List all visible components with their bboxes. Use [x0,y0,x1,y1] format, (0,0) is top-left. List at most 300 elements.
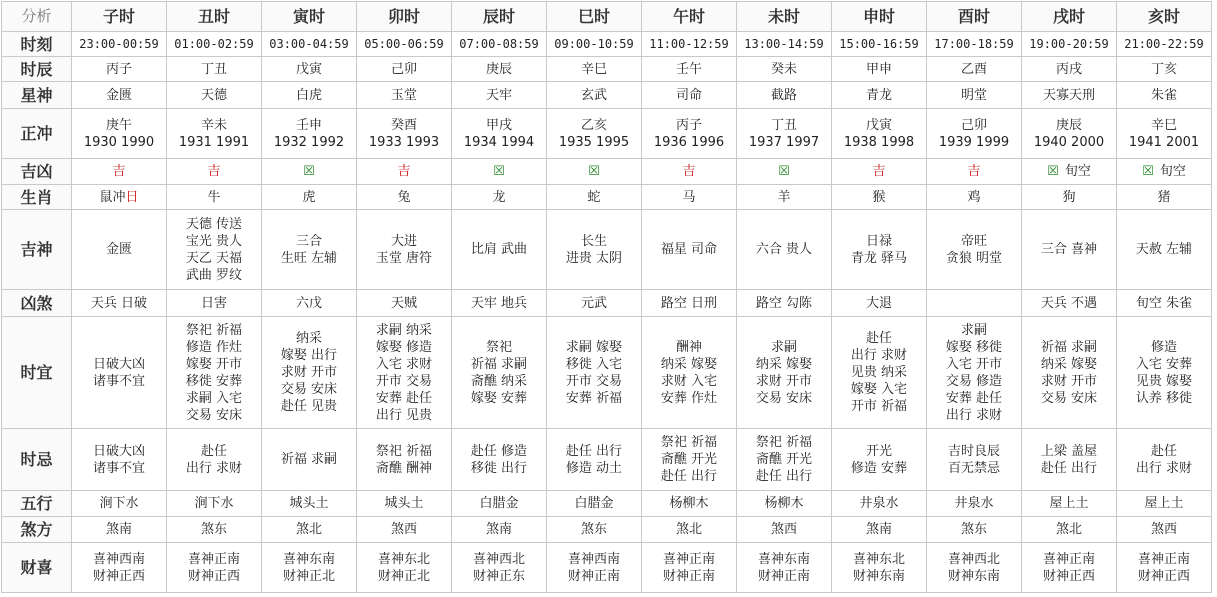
cell-line: 辛未 [200,117,227,133]
auspicious-mark: 吉 [967,164,981,179]
row-label: 时辰 [2,57,72,82]
cell-line: 赴任 修造 [470,443,528,459]
row-star [2,82,1212,109]
cell-time-range: 15:00-16:59 [832,32,927,57]
cell-wealth-joy [927,543,1022,593]
cell-bad-gods: 旬空 朱雀 [1117,290,1212,317]
cell-wealth-joy [1117,543,1212,593]
cell-good-gods [262,210,357,290]
inauspicious-icon: ☒ [1142,164,1154,179]
cell-line: 丙子 [675,117,702,133]
cell-line: 酬神 [675,339,702,355]
cell-line: 天德 传送 [185,216,243,232]
cell-time-range: 19:00-20:59 [1022,32,1117,57]
cell-line: 求嗣 [770,339,797,355]
cell-line: 财神正东 [472,568,525,584]
cell-line: 喜神正南 [1042,551,1095,567]
cell-branch: 辛巳 [547,57,642,82]
cell-line: 癸酉 [390,117,417,133]
row-branch [2,57,1212,82]
cell-line: 出行 求财 [185,460,243,476]
cell-bad-gods: 天兵 不遇 [1022,290,1117,317]
cell-line: 玉堂 唐符 [375,250,433,266]
cell-line: 福星 司命 [660,242,718,257]
cell-luck [1117,159,1212,185]
cell-zodiac [167,185,262,210]
cell-wealth-joy [167,543,262,593]
cell-line: 嫁娶 移徙 [945,339,1003,355]
row-label: 星神 [2,82,72,109]
cell-line: 求嗣 [960,322,987,338]
cell-line: 贪狼 明堂 [945,250,1003,266]
cell-line: 移徙 安葬 [185,373,243,389]
cell-line: 壬申 [295,117,322,133]
column-header: 卯时 [357,2,452,32]
auspicious-mark: 吉 [872,164,886,179]
cell-avoid [1117,429,1212,491]
cell-line: 开市 交易 [565,373,623,389]
cell-line: 喜神正南 [187,551,240,567]
cell-bad-gods: 天牢 地兵 [452,290,547,317]
void-label: 旬空 [1159,164,1186,179]
cell-good-gods [927,210,1022,290]
cell-line: 认养 移徙 [1135,390,1193,406]
cell-line: 财神正南 [662,568,715,584]
cell-line: 斋醮 纳采 [470,373,528,389]
row-label: 吉神 [2,210,72,290]
cell-line: 喜神东北 [852,551,905,567]
row-suitable [2,317,1212,429]
cell-time-range: 07:00-08:59 [452,32,547,57]
cell-star: 截路 [737,82,832,109]
cell-line: 帝旺 [960,233,987,249]
cell-line: 日破大凶 [92,443,145,459]
cell-zodiac [72,185,167,210]
row-bad-gods [2,290,1212,317]
cell-good-gods [832,210,927,290]
cell-zodiac [1117,185,1212,210]
cell-sha-direction: 煞东 [927,517,1022,543]
column-header: 戌时 [1022,2,1117,32]
cell-wealth-joy [642,543,737,593]
cell-line: 吉时良辰 [947,443,1000,459]
cell-branch: 癸未 [737,57,832,82]
cell-branch: 庚辰 [452,57,547,82]
cell-line: 祈福 求嗣 [1040,339,1098,355]
cell-line: 六合 贵人 [755,242,813,257]
cell-bad-gods: 元武 [547,290,642,317]
cell-line: 生旺 左辅 [280,250,338,266]
cell-line: 求嗣 入宅 [185,390,243,406]
cell-avoid [1022,429,1117,491]
cell-line: 1933 1993 [368,134,440,150]
cell-line: 乙亥 [580,117,607,133]
cell-wealth-joy [1022,543,1117,593]
cell-star: 天德 [167,82,262,109]
cell-line: 赴任 出行 [660,469,718,484]
cell-line: 宝光 贵人 [185,233,243,249]
cell-line: 祈福 求嗣 [280,452,338,467]
cell-luck [642,159,737,185]
cell-line: 1937 1997 [748,134,820,150]
cell-sha-direction: 煞北 [642,517,737,543]
cell-line: 交易 安床 [280,382,338,397]
cell-line: 丁丑 [770,117,797,133]
cell-line: 喜神西南 [92,551,145,567]
cell-star: 玄武 [547,82,642,109]
cell-clash [167,109,262,159]
column-header: 午时 [642,2,737,32]
cell-line: 斋醮 开光 [660,452,718,467]
row-time-range [2,32,1212,57]
cell-sha-direction: 煞西 [357,517,452,543]
cell-line: 见贵 嫁娶 [1135,373,1193,389]
cell-branch: 乙酉 [927,57,1022,82]
cell-line: 喜神正南 [662,551,715,567]
cell-good-gods [357,210,452,290]
cell-line: 修造 动土 [565,460,623,476]
cell-avoid [72,429,167,491]
cell-line: 喜神东南 [282,551,335,567]
cell-star: 金匮 [72,82,167,109]
cell-line: 求嗣 嫁娶 [565,339,623,355]
cell-line: 1935 1995 [558,134,630,150]
row-sha-direction [2,517,1212,543]
cell-line: 安葬 祈福 [565,390,623,406]
cell-bad-gods: 路空 勾陈 [737,290,832,317]
cell-sha-direction: 煞西 [737,517,832,543]
cell-sha-direction: 煞南 [72,517,167,543]
cell-line: 赴任 [1150,443,1177,459]
cell-line: 纳采 [295,331,322,346]
cell-element: 涧下水 [72,491,167,517]
cell-line: 财神正南 [567,568,620,584]
row-label: 凶煞 [2,290,72,317]
zodiac-animal: 鸡 [967,189,981,205]
cell-line: 青龙 驿马 [850,250,908,266]
cell-good-gods [642,210,737,290]
column-header: 酉时 [927,2,1022,32]
cell-line: 天赦 左辅 [1135,242,1193,257]
cell-suitable [72,317,167,429]
cell-line: 1936 1996 [653,134,725,150]
cell-time-range: 23:00-00:59 [72,32,167,57]
cell-bad-gods: 路空 日刑 [642,290,737,317]
cell-suitable [357,317,452,429]
cell-time-range: 21:00-22:59 [1117,32,1212,57]
cell-element: 屋上土 [1022,491,1117,517]
cell-line: 财神东南 [947,568,1000,584]
cell-clash [547,109,642,159]
cell-line: 纳采 嫁娶 [1040,356,1098,372]
cell-zodiac [927,185,1022,210]
cell-line: 赴任 出行 [755,469,813,484]
cell-line: 赴任 出行 [565,443,623,459]
row-label: 吉凶 [2,159,72,185]
cell-line: 三合 喜神 [1040,242,1098,257]
cell-line: 庚午 [105,117,132,133]
cell-element: 屋上土 [1117,491,1212,517]
cell-star: 天寡天刑 [1022,82,1117,109]
cell-sha-direction: 煞东 [167,517,262,543]
almanac-body [2,32,1212,593]
row-label: 财喜 [2,543,72,593]
cell-line: 纳采 嫁娶 [660,356,718,372]
cell-star: 司命 [642,82,737,109]
row-clash [2,109,1212,159]
cell-line: 纳采 嫁娶 [755,356,813,372]
cell-line: 开市 祈福 [850,399,908,414]
cell-zodiac [832,185,927,210]
cell-line: 赴任 出行 [1040,460,1098,476]
column-header: 子时 [72,2,167,32]
cell-suitable [1022,317,1117,429]
cell-bad-gods: 日害 [167,290,262,317]
cell-avoid [357,429,452,491]
cell-line: 嫁娶 安葬 [470,390,528,406]
cell-line: 求嗣 纳采 [375,322,433,338]
cell-sha-direction: 煞北 [262,517,357,543]
cell-zodiac [737,185,832,210]
cell-clash [642,109,737,159]
cell-line: 1938 1998 [843,134,915,150]
zodiac-animal: 羊 [777,189,791,205]
cell-clash [262,109,357,159]
cell-line: 出行 求财 [1135,460,1193,476]
cell-good-gods [167,210,262,290]
cell-good-gods [1117,210,1212,290]
cell-line: 三合 [295,233,322,249]
cell-suitable [832,317,927,429]
cell-line: 财神正西 [1042,568,1095,584]
zodiac-animal: 虎 [302,189,316,205]
cell-clash [357,109,452,159]
cell-luck [1022,159,1117,185]
column-header: 未时 [737,2,832,32]
cell-line: 比肩 武曲 [470,242,528,257]
cell-element: 涧下水 [167,491,262,517]
cell-line: 大进 [390,233,417,249]
cell-line: 入宅 安葬 [1135,356,1193,372]
cell-wealth-joy [547,543,642,593]
cell-element: 杨柳木 [737,491,832,517]
cell-star: 朱雀 [1117,82,1212,109]
cell-good-gods [737,210,832,290]
cell-wealth-joy [452,543,547,593]
cell-element: 井泉水 [927,491,1022,517]
column-header: 亥时 [1117,2,1212,32]
zodiac-animal: 猴 [872,189,886,205]
cell-luck [927,159,1022,185]
cell-line: 喜神正南 [1137,551,1190,567]
cell-wealth-joy [357,543,452,593]
cell-line: 出行 求财 [945,407,1003,423]
column-header: 申时 [832,2,927,32]
cell-suitable [737,317,832,429]
cell-element: 城头土 [357,491,452,517]
cell-line: 上梁 盖屋 [1040,443,1098,459]
cell-zodiac [262,185,357,210]
column-header: 巳时 [547,2,642,32]
cell-bad-gods: 六戊 [262,290,357,317]
cell-line: 庚辰 [1055,117,1082,133]
cell-luck [262,159,357,185]
cell-line: 进贵 太阴 [565,250,623,266]
cell-clash [737,109,832,159]
cell-branch: 丙子 [72,57,167,82]
cell-bad-gods [927,290,1022,317]
cell-line: 开市 交易 [375,373,433,389]
cell-sha-direction: 煞东 [547,517,642,543]
cell-time-range: 03:00-04:59 [262,32,357,57]
cell-element: 井泉水 [832,491,927,517]
row-label: 五行 [2,491,72,517]
cell-suitable [452,317,547,429]
cell-avoid [642,429,737,491]
cell-line: 财神正西 [1137,568,1190,584]
inauspicious-icon: ☒ [493,164,505,179]
cell-line: 交易 安床 [185,407,243,423]
row-label: 生肖 [2,185,72,210]
cell-luck [167,159,262,185]
row-label: 时忌 [2,429,72,491]
cell-line: 戊寅 [865,117,892,133]
cell-line: 喜神东南 [757,551,810,567]
cell-avoid [547,429,642,491]
inauspicious-icon: ☒ [1047,164,1059,179]
cell-line: 求财 入宅 [660,373,718,389]
column-header: 寅时 [262,2,357,32]
cell-line: 祭祀 祈福 [375,443,433,459]
zodiac-animal: 牛 [207,189,221,205]
cell-line: 出行 见贵 [375,407,433,423]
cell-line: 修造 [1150,339,1177,355]
cell-avoid [262,429,357,491]
cell-branch: 丙戌 [1022,57,1117,82]
cell-line: 交易 安床 [1040,390,1098,406]
cell-line: 安葬 赴任 [375,390,433,406]
cell-line: 出行 求财 [850,348,908,363]
row-label: 时宜 [2,317,72,429]
cell-star: 白虎 [262,82,357,109]
cell-time-range: 11:00-12:59 [642,32,737,57]
cell-zodiac [357,185,452,210]
row-avoid [2,429,1212,491]
cell-clash [927,109,1022,159]
cell-clash [452,109,547,159]
cell-line: 祭祀 祈福 [660,435,718,450]
cell-zodiac [1022,185,1117,210]
cell-star: 青龙 [832,82,927,109]
cell-line: 移徙 出行 [470,460,528,476]
row-label: 正冲 [2,109,72,159]
cell-line: 交易 修造 [945,373,1003,389]
row-label: 时刻 [2,32,72,57]
cell-time-range: 17:00-18:59 [927,32,1022,57]
cell-line: 1931 1991 [178,134,250,150]
cell-sha-direction: 煞西 [1117,517,1212,543]
cell-line: 日破大凶 [92,356,145,372]
cell-line: 嫁娶 修造 [375,339,433,355]
cell-line: 1934 1994 [463,134,535,150]
cell-line: 安葬 赴任 [945,390,1003,406]
cell-line: 财神正西 [92,568,145,584]
cell-wealth-joy [832,543,927,593]
cell-luck [452,159,547,185]
cell-line: 财神正南 [757,568,810,584]
cell-line: 日禄 [865,233,892,249]
cell-avoid [452,429,547,491]
cell-element: 城头土 [262,491,357,517]
cell-line: 1939 1999 [938,134,1010,150]
cell-line: 修造 安葬 [850,460,908,476]
cell-branch: 己卯 [357,57,452,82]
cell-star: 玉堂 [357,82,452,109]
void-label: 旬空 [1064,164,1091,179]
corner-label: 分析 [2,2,72,32]
zodiac-animal: 龙 [492,189,506,205]
cell-line: 入宅 开市 [945,356,1003,372]
cell-line: 财神正北 [377,568,430,584]
cell-clash [1117,109,1212,159]
auspicious-mark: 吉 [397,164,411,179]
cell-line: 财神东南 [852,568,905,584]
inauspicious-icon: ☒ [303,164,315,179]
zodiac-animal: 蛇 [587,189,601,205]
column-header: 辰时 [452,2,547,32]
cell-good-gods [1022,210,1117,290]
cell-line: 百无禁忌 [947,460,1000,476]
zodiac-animal: 兔 [397,189,411,205]
cell-line: 斋醮 开光 [755,452,813,467]
cell-luck [547,159,642,185]
cell-bad-gods: 天兵 日破 [72,290,167,317]
cell-luck [832,159,927,185]
cell-branch: 丁丑 [167,57,262,82]
cell-zodiac [452,185,547,210]
cell-line: 祈福 求嗣 [470,356,528,372]
cell-wealth-joy [72,543,167,593]
cell-line: 求财 开市 [755,373,813,389]
cell-time-range: 13:00-14:59 [737,32,832,57]
almanac-table [1,1,1212,593]
cell-line: 1930 1990 [83,134,155,150]
cell-avoid [927,429,1022,491]
cell-clash [832,109,927,159]
cell-line: 天乙 天福 [185,250,243,266]
cell-line: 赴任 [200,443,227,459]
cell-wealth-joy [737,543,832,593]
cell-luck [357,159,452,185]
cell-line: 祭祀 祈福 [755,435,813,450]
cell-good-gods [72,210,167,290]
cell-line: 诸事不宜 [92,460,145,476]
cell-element: 白腊金 [452,491,547,517]
row-luck [2,159,1212,185]
cell-wealth-joy [262,543,357,593]
cell-line: 开光 [865,443,892,459]
cell-clash [1022,109,1117,159]
cell-star: 明堂 [927,82,1022,109]
cell-avoid [167,429,262,491]
cell-branch: 戊寅 [262,57,357,82]
cell-line: 辛巳 [1150,117,1177,133]
zodiac-animal: 猪 [1157,189,1171,205]
cell-line: 嫁娶 入宅 [850,382,908,397]
cell-element: 杨柳木 [642,491,737,517]
row-label: 煞方 [2,517,72,543]
inauspicious-icon: ☒ [778,164,790,179]
